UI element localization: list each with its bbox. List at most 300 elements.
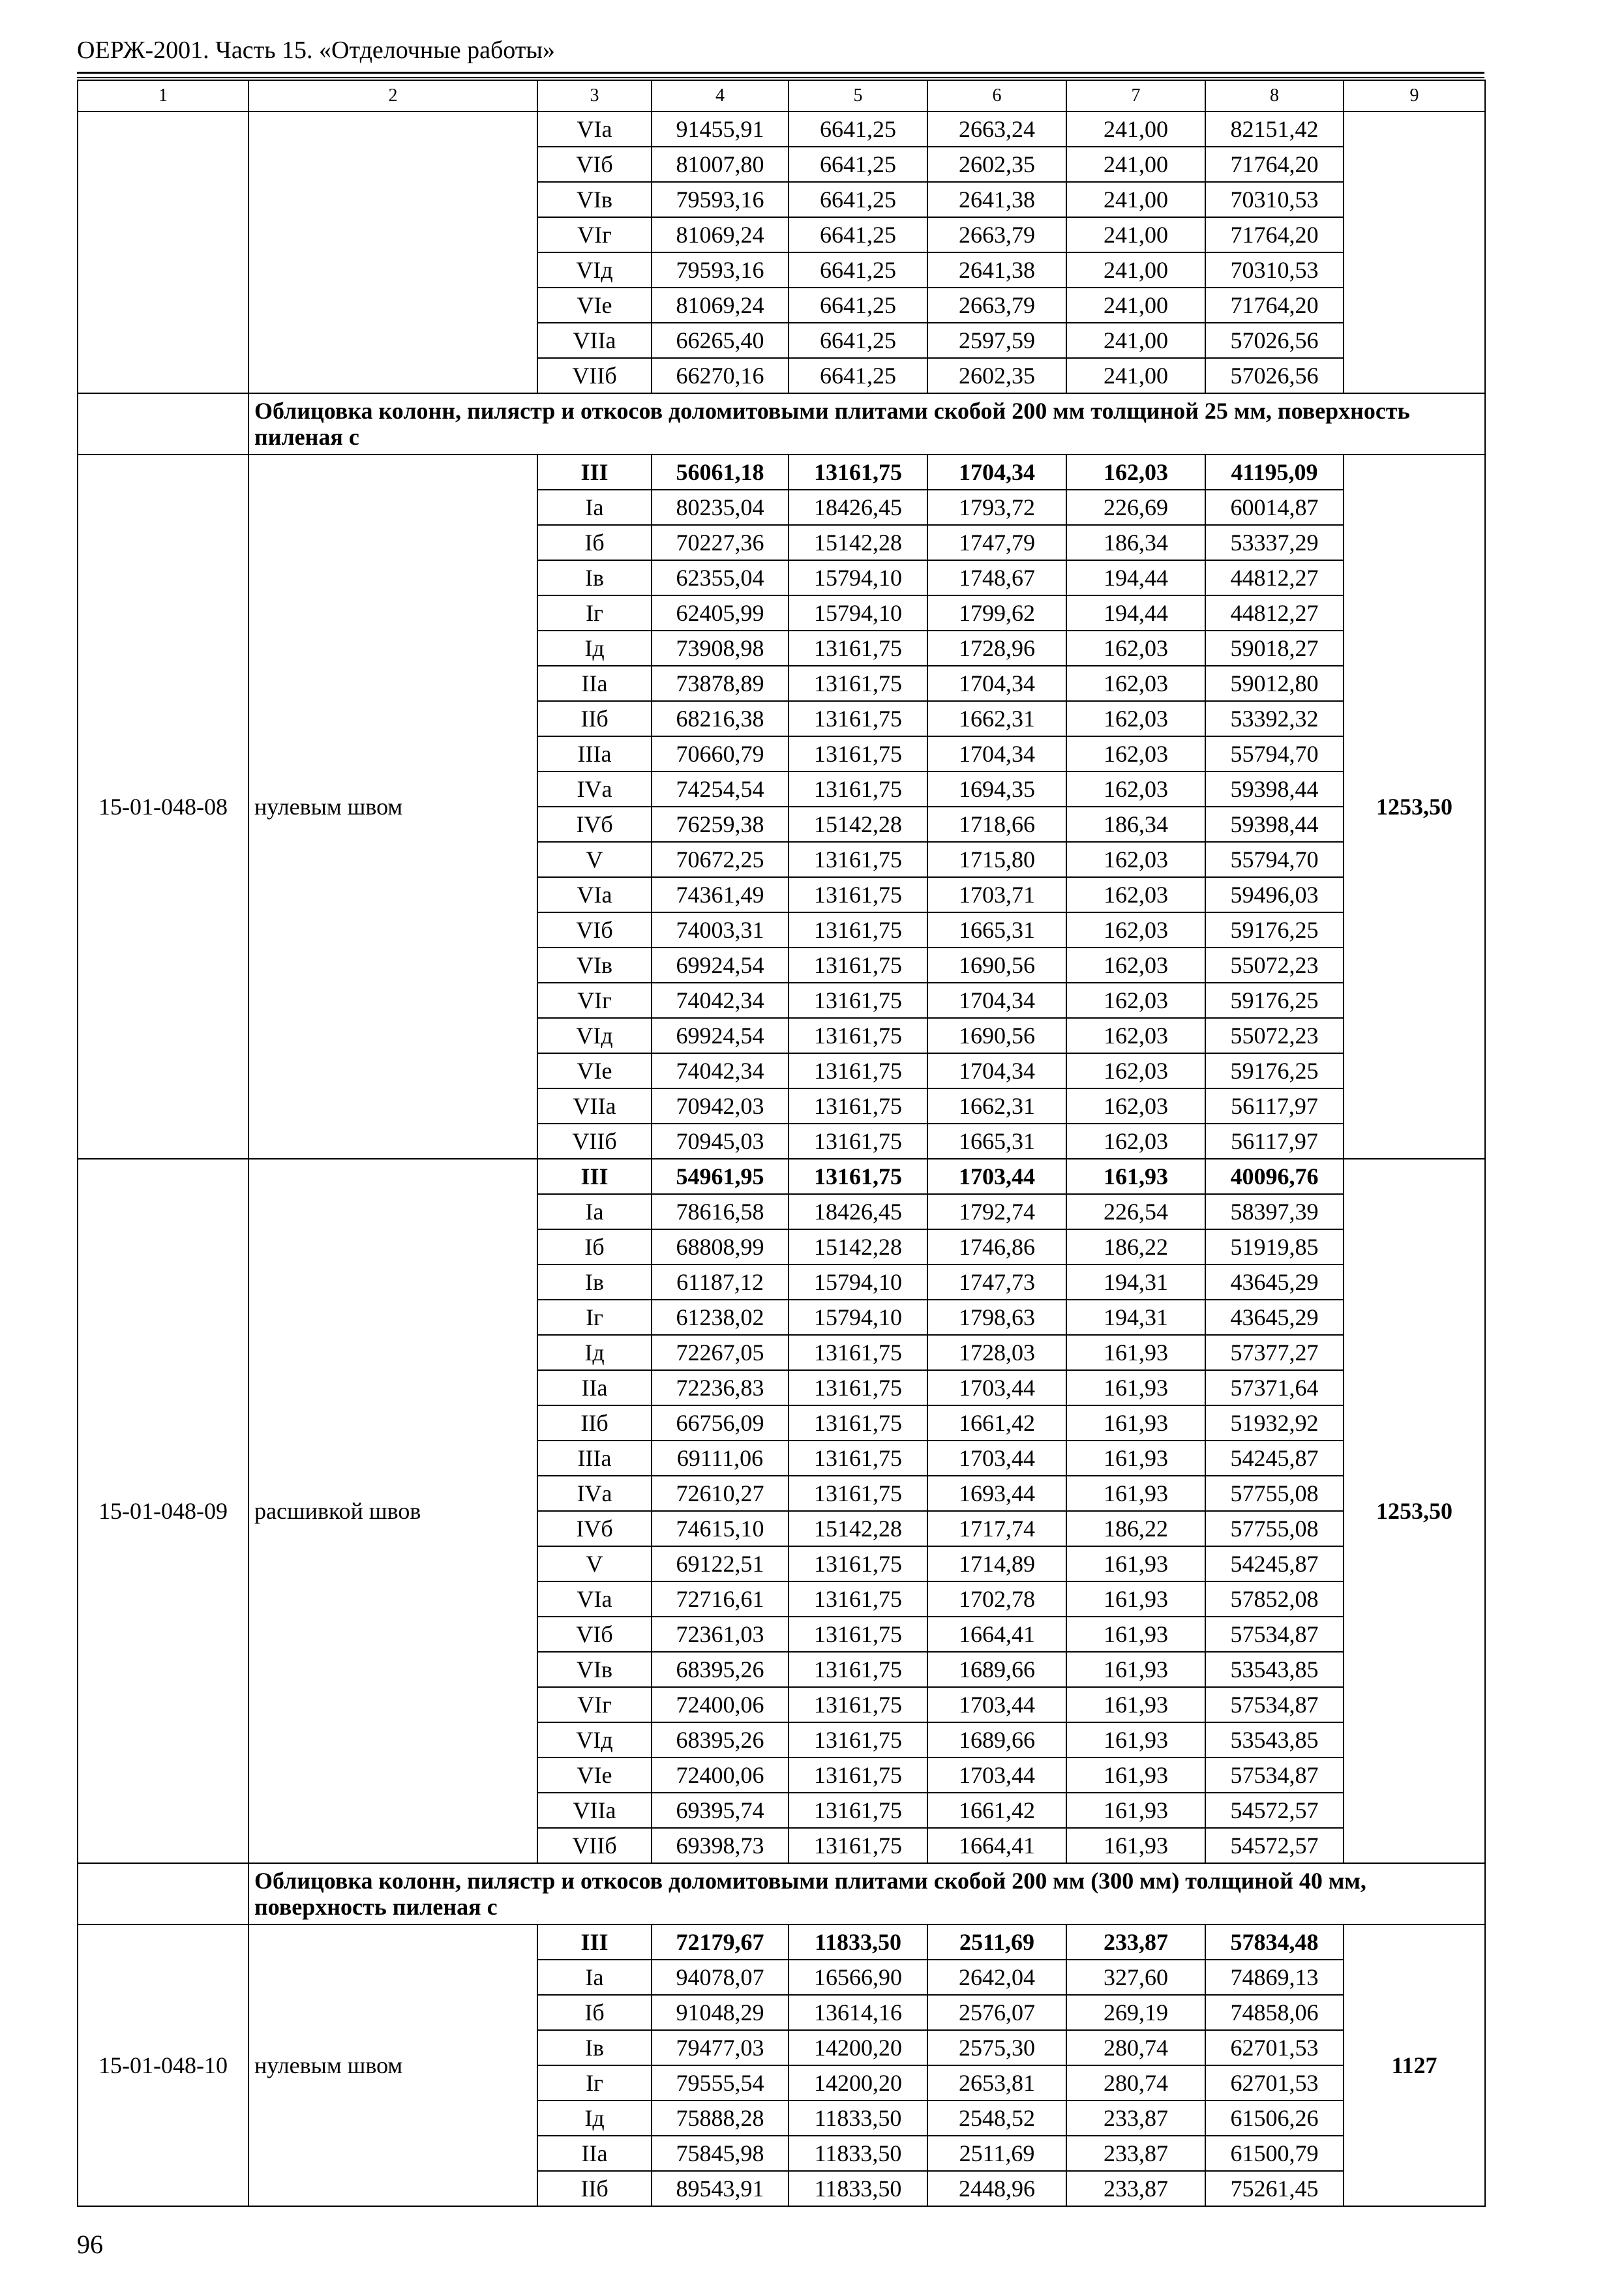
value-cell: 70227,36 [652,525,789,560]
zone-cell: VIе [537,1053,652,1088]
value-cell: 269,19 [1066,1995,1205,2030]
labor-cost [1344,112,1485,393]
value-cell: 13161,75 [789,1793,927,1828]
value-cell: 51932,92 [1205,1405,1344,1441]
value-cell: 162,03 [1066,1088,1205,1124]
value-cell: 13161,75 [789,842,927,877]
value-cell: 1665,31 [927,912,1066,948]
value-cell: 1661,42 [927,1793,1066,1828]
value-cell: 280,74 [1066,2065,1205,2101]
zone-cell: Iд [537,631,652,666]
value-cell: 1792,74 [927,1194,1066,1229]
value-cell: 1665,31 [927,1124,1066,1159]
zone-cell: III [537,1924,652,1960]
zone-cell: V [537,1546,652,1581]
table-row [78,1159,1485,1194]
value-cell: 91048,29 [652,1995,789,2030]
value-cell: 70945,03 [652,1124,789,1159]
value-cell: 161,93 [1066,1546,1205,1581]
value-cell: 2448,96 [927,2171,1066,2206]
value-cell: 58397,39 [1205,1194,1344,1229]
value-cell: 161,93 [1066,1652,1205,1687]
value-cell: 13161,75 [789,1581,927,1617]
value-cell: 13161,75 [789,1370,927,1405]
value-cell: 13161,75 [789,1617,927,1652]
value-cell: 72400,06 [652,1758,789,1793]
value-cell: 13161,75 [789,736,927,771]
value-cell: 1690,56 [927,948,1066,983]
value-cell: 226,54 [1066,1194,1205,1229]
value-cell: 13161,75 [789,1159,927,1194]
value-cell: 6641,25 [789,358,927,393]
value-cell: 1694,35 [927,771,1066,807]
zone-cell: VIд [537,252,652,288]
zone-cell: Iв [537,1264,652,1300]
value-cell: 57534,87 [1205,1617,1344,1652]
value-cell: 18426,45 [789,490,927,525]
value-cell: 241,00 [1066,252,1205,288]
value-cell: 53392,32 [1205,701,1344,736]
value-cell: 1728,96 [927,631,1066,666]
zone-cell: IIб [537,1405,652,1441]
value-cell: 241,00 [1066,182,1205,217]
value-cell: 162,03 [1066,455,1205,490]
value-cell: 54961,95 [652,1159,789,1194]
zone-cell: IIа [537,666,652,701]
value-cell: 13161,75 [789,1335,927,1370]
value-cell: 194,31 [1066,1264,1205,1300]
zone-cell: VIа [537,112,652,147]
zone-cell: Iа [537,490,652,525]
value-cell: 1714,89 [927,1546,1066,1581]
value-cell: 75845,98 [652,2136,789,2171]
labor-cost: 1253,50 [1344,1159,1485,1863]
zone-cell: Iг [537,2065,652,2101]
value-cell: 2548,52 [927,2101,1066,2136]
value-cell: 70672,25 [652,842,789,877]
value-cell: 13161,75 [789,666,927,701]
value-cell: 11833,50 [789,2101,927,2136]
value-cell: 43645,29 [1205,1300,1344,1335]
value-cell: 13161,75 [789,701,927,736]
zone-cell: VIг [537,217,652,252]
zone-cell: VIе [537,1758,652,1793]
value-cell: 61506,26 [1205,2101,1344,2136]
value-cell: 74858,06 [1205,1995,1344,2030]
value-cell: 161,93 [1066,1687,1205,1722]
value-cell: 13161,75 [789,1546,927,1581]
value-cell: 59018,27 [1205,631,1344,666]
value-cell: 70942,03 [652,1088,789,1124]
zone-cell: Iа [537,1194,652,1229]
value-cell: 66265,40 [652,323,789,358]
value-cell: 161,93 [1066,1722,1205,1758]
zone-cell: VIв [537,948,652,983]
value-cell: 1798,63 [927,1300,1066,1335]
value-cell: 13161,75 [789,948,927,983]
value-cell: 1793,72 [927,490,1066,525]
value-cell: 40096,76 [1205,1159,1344,1194]
value-cell: 162,03 [1066,948,1205,983]
value-cell: 69398,73 [652,1828,789,1863]
value-cell: 2576,07 [927,1995,1066,2030]
value-cell: 15142,28 [789,1511,927,1546]
value-cell: 13161,75 [789,1053,927,1088]
value-cell: 59012,80 [1205,666,1344,701]
value-cell: 70310,53 [1205,252,1344,288]
zone-cell: Iа [537,1960,652,1995]
value-cell: 1704,34 [927,455,1066,490]
value-cell: 59176,25 [1205,1053,1344,1088]
value-cell: 14200,20 [789,2065,927,2101]
zone-cell: IIIа [537,1441,652,1476]
value-cell: 1717,74 [927,1511,1066,1546]
value-cell: 161,93 [1066,1581,1205,1617]
value-cell: 68395,26 [652,1652,789,1687]
value-cell: 13161,75 [789,1828,927,1863]
value-cell: 13161,75 [789,983,927,1018]
value-cell: 15142,28 [789,807,927,842]
rate-name: нулевым швом [248,1924,537,2206]
value-cell: 161,93 [1066,1335,1205,1370]
value-cell: 241,00 [1066,217,1205,252]
value-cell: 79555,54 [652,2065,789,2101]
value-cell: 2642,04 [927,1960,1066,1995]
rate-code: 15-01-048-09 [78,1159,248,1863]
value-cell: 74042,34 [652,983,789,1018]
value-cell: 74869,13 [1205,1960,1344,1995]
value-cell: 241,00 [1066,323,1205,358]
value-cell: 62701,53 [1205,2030,1344,2065]
value-cell: 1703,44 [927,1441,1066,1476]
zone-cell: IIIа [537,736,652,771]
value-cell: 162,03 [1066,666,1205,701]
value-cell: 1746,86 [927,1229,1066,1264]
value-cell: 6641,25 [789,182,927,217]
column-number: 5 [789,80,927,112]
header-rule-thin [77,77,1484,78]
value-cell: 233,87 [1066,2136,1205,2171]
value-cell: 54572,57 [1205,1828,1344,1863]
value-cell: 75261,45 [1205,2171,1344,2206]
value-cell: 51919,85 [1205,1229,1344,1264]
value-cell: 186,34 [1066,807,1205,842]
value-cell: 69111,06 [652,1441,789,1476]
value-cell: 241,00 [1066,288,1205,323]
value-cell: 41195,09 [1205,455,1344,490]
table-row [78,1924,1485,1960]
value-cell: 76259,38 [652,807,789,842]
value-cell: 61500,79 [1205,2136,1344,2171]
value-cell: 61187,12 [652,1264,789,1300]
value-cell: 81069,24 [652,288,789,323]
zone-cell: Iб [537,525,652,560]
value-cell: 59176,25 [1205,912,1344,948]
value-cell: 55072,23 [1205,1018,1344,1053]
value-cell: 1689,66 [927,1722,1066,1758]
zone-cell: VIд [537,1018,652,1053]
value-cell: 18426,45 [789,1194,927,1229]
value-cell: 55072,23 [1205,948,1344,983]
value-cell: 62355,04 [652,560,789,595]
value-cell: 72610,27 [652,1476,789,1511]
value-cell: 74615,10 [652,1511,789,1546]
value-cell: 54245,87 [1205,1441,1344,1476]
value-cell: 1690,56 [927,1018,1066,1053]
zone-cell: Iб [537,1229,652,1264]
value-cell: 15142,28 [789,1229,927,1264]
zone-cell: VIг [537,983,652,1018]
value-cell: 61238,02 [652,1300,789,1335]
value-cell: 57534,87 [1205,1687,1344,1722]
header-rule [77,72,1484,74]
value-cell: 161,93 [1066,1617,1205,1652]
value-cell: 73878,89 [652,666,789,701]
value-cell: 2653,81 [927,2065,1066,2101]
price-table [77,80,1486,2207]
value-cell: 161,93 [1066,1758,1205,1793]
zone-cell: VIа [537,877,652,912]
zone-cell: Iд [537,1335,652,1370]
zone-cell: Iд [537,2101,652,2136]
zone-cell: VIа [537,1581,652,1617]
value-cell: 327,60 [1066,1960,1205,1995]
value-cell: 70660,79 [652,736,789,771]
value-cell: 59398,44 [1205,807,1344,842]
value-cell: 161,93 [1066,1370,1205,1405]
rate-name: нулевым швом [248,455,537,1159]
value-cell: 161,93 [1066,1405,1205,1441]
value-cell: 94078,07 [652,1960,789,1995]
value-cell: 13161,75 [789,1441,927,1476]
value-cell: 2663,79 [927,217,1066,252]
value-cell: 13614,16 [789,1995,927,2030]
column-number-row [78,80,1485,112]
value-cell: 62701,53 [1205,2065,1344,2101]
value-cell: 57377,27 [1205,1335,1344,1370]
value-cell: 72361,03 [652,1617,789,1652]
value-cell: 11833,50 [789,1924,927,1960]
value-cell: 14200,20 [789,2030,927,2065]
value-cell: 1747,79 [927,525,1066,560]
value-cell: 75888,28 [652,2101,789,2136]
zone-cell: VIв [537,1652,652,1687]
value-cell: 1702,78 [927,1581,1066,1617]
value-cell: 72236,83 [652,1370,789,1405]
section-header-row [78,1863,1485,1924]
value-cell: 59176,25 [1205,983,1344,1018]
value-cell: 57026,56 [1205,323,1344,358]
value-cell: 13161,75 [789,455,927,490]
zone-cell: IVб [537,807,652,842]
value-cell: 57755,08 [1205,1476,1344,1511]
value-cell: 56061,18 [652,455,789,490]
value-cell: 1662,31 [927,1088,1066,1124]
value-cell: 13161,75 [789,912,927,948]
value-cell: 161,93 [1066,1159,1205,1194]
value-cell: 70310,53 [1205,182,1344,217]
value-cell: 71764,20 [1205,147,1344,182]
zone-cell: IIа [537,1370,652,1405]
section-spacer [78,1863,248,1924]
value-cell: 194,44 [1066,595,1205,631]
value-cell: 57852,08 [1205,1581,1344,1617]
value-cell: 79593,16 [652,182,789,217]
zone-cell: VIIа [537,1793,652,1828]
value-cell: 1703,44 [927,1687,1066,1722]
value-cell: 1704,34 [927,666,1066,701]
value-cell: 162,03 [1066,631,1205,666]
value-cell: 2575,30 [927,2030,1066,2065]
value-cell: 13161,75 [789,877,927,912]
value-cell: 53543,85 [1205,1722,1344,1758]
value-cell: 161,93 [1066,1828,1205,1863]
value-cell: 186,34 [1066,525,1205,560]
value-cell: 1689,66 [927,1652,1066,1687]
value-cell: 56117,97 [1205,1088,1344,1124]
value-cell: 13161,75 [789,1405,927,1441]
labor-cost: 1127 [1344,1924,1485,2206]
value-cell: 162,03 [1066,1124,1205,1159]
value-cell: 57755,08 [1205,1511,1344,1546]
value-cell: 1747,73 [927,1264,1066,1300]
zone-cell: Iв [537,560,652,595]
value-cell: 1662,31 [927,701,1066,736]
zone-cell: IVб [537,1511,652,1546]
section-title: Облицовка колонн, пилястр и откосов доломитовыми плитами скобой 200 мм толщиной 25 мм, поверхность пиленая с [248,393,1485,455]
zone-cell: Iб [537,1995,652,2030]
value-cell: 2663,79 [927,288,1066,323]
value-cell: 1703,71 [927,877,1066,912]
value-cell: 72716,61 [652,1581,789,1617]
value-cell: 57834,48 [1205,1924,1344,1960]
value-cell: 15794,10 [789,1300,927,1335]
value-cell: 78616,58 [652,1194,789,1229]
value-cell: 68808,99 [652,1229,789,1264]
zone-cell: Iг [537,1300,652,1335]
value-cell: 13161,75 [789,771,927,807]
value-cell: 233,87 [1066,1924,1205,1960]
value-cell: 280,74 [1066,2030,1205,2065]
value-cell: 162,03 [1066,736,1205,771]
column-number: 1 [78,80,248,112]
zone-cell: VIв [537,182,652,217]
zone-cell: III [537,1159,652,1194]
value-cell: 11833,50 [789,2171,927,2206]
value-cell: 13161,75 [789,1088,927,1124]
zone-cell: VIIа [537,1088,652,1124]
value-cell: 194,44 [1066,560,1205,595]
value-cell: 57371,64 [1205,1370,1344,1405]
value-cell: 6641,25 [789,252,927,288]
rate-code: 15-01-048-10 [78,1924,248,2206]
value-cell: 55794,70 [1205,842,1344,877]
value-cell: 81007,80 [652,147,789,182]
value-cell: 13161,75 [789,1018,927,1053]
zone-cell: VIб [537,912,652,948]
value-cell: 1715,80 [927,842,1066,877]
value-cell: 54572,57 [1205,1793,1344,1828]
section-title: Облицовка колонн, пилястр и откосов доломитовыми плитами скобой 200 мм (300 мм) толщиной 40 мм, поверхность пиленая с [248,1863,1485,1924]
table-row [78,112,1485,147]
value-cell: 194,31 [1066,1300,1205,1335]
value-cell: 69395,74 [652,1793,789,1828]
value-cell: 13161,75 [789,1722,927,1758]
zone-cell: Iг [537,595,652,631]
zone-cell: VIб [537,1617,652,1652]
zone-cell: IIб [537,701,652,736]
value-cell: 2641,38 [927,182,1066,217]
value-cell: 53337,29 [1205,525,1344,560]
table-row [78,455,1485,490]
value-cell: 162,03 [1066,842,1205,877]
value-cell: 233,87 [1066,2171,1205,2206]
rate-code [78,112,248,393]
value-cell: 56117,97 [1205,1124,1344,1159]
value-cell: 15142,28 [789,525,927,560]
value-cell: 69122,51 [652,1546,789,1581]
rate-code: 15-01-048-08 [78,455,248,1159]
value-cell: 80235,04 [652,490,789,525]
value-cell: 13161,75 [789,1687,927,1722]
column-number: 2 [248,80,537,112]
value-cell: 162,03 [1066,1018,1205,1053]
value-cell: 60014,87 [1205,490,1344,525]
value-cell: 73908,98 [652,631,789,666]
value-cell: 53543,85 [1205,1652,1344,1687]
value-cell: 1703,44 [927,1370,1066,1405]
zone-cell: IVа [537,1476,652,1511]
value-cell: 11833,50 [789,2136,927,2171]
zone-cell: IIа [537,2136,652,2171]
value-cell: 1703,44 [927,1159,1066,1194]
value-cell: 15794,10 [789,1264,927,1300]
value-cell: 2602,35 [927,147,1066,182]
value-cell: 186,22 [1066,1229,1205,1264]
value-cell: 162,03 [1066,701,1205,736]
value-cell: 71764,20 [1205,288,1344,323]
value-cell: 57026,56 [1205,358,1344,393]
section-header-row [78,393,1485,455]
value-cell: 162,03 [1066,771,1205,807]
value-cell: 1718,66 [927,807,1066,842]
value-cell: 2511,69 [927,1924,1066,1960]
column-number: 6 [927,80,1066,112]
value-cell: 2641,38 [927,252,1066,288]
value-cell: 162,03 [1066,877,1205,912]
value-cell: 162,03 [1066,912,1205,948]
value-cell: 1664,41 [927,1617,1066,1652]
column-number: 4 [652,80,789,112]
zone-cell: VIIб [537,1828,652,1863]
value-cell: 13161,75 [789,1124,927,1159]
value-cell: 74042,34 [652,1053,789,1088]
zone-cell: IVа [537,771,652,807]
page-number: 96 [77,2230,103,2259]
value-cell: 79477,03 [652,2030,789,2065]
value-cell: 1728,03 [927,1335,1066,1370]
value-cell: 1748,67 [927,560,1066,595]
value-cell: 161,93 [1066,1476,1205,1511]
page-header: ОЕРЖ-2001. Часть 15. «Отделочные работы» [77,37,555,64]
value-cell: 74003,31 [652,912,789,948]
value-cell: 161,93 [1066,1441,1205,1476]
value-cell: 55794,70 [1205,736,1344,771]
value-cell: 13161,75 [789,1476,927,1511]
value-cell: 226,69 [1066,490,1205,525]
value-cell: 74361,49 [652,877,789,912]
value-cell: 44812,27 [1205,595,1344,631]
